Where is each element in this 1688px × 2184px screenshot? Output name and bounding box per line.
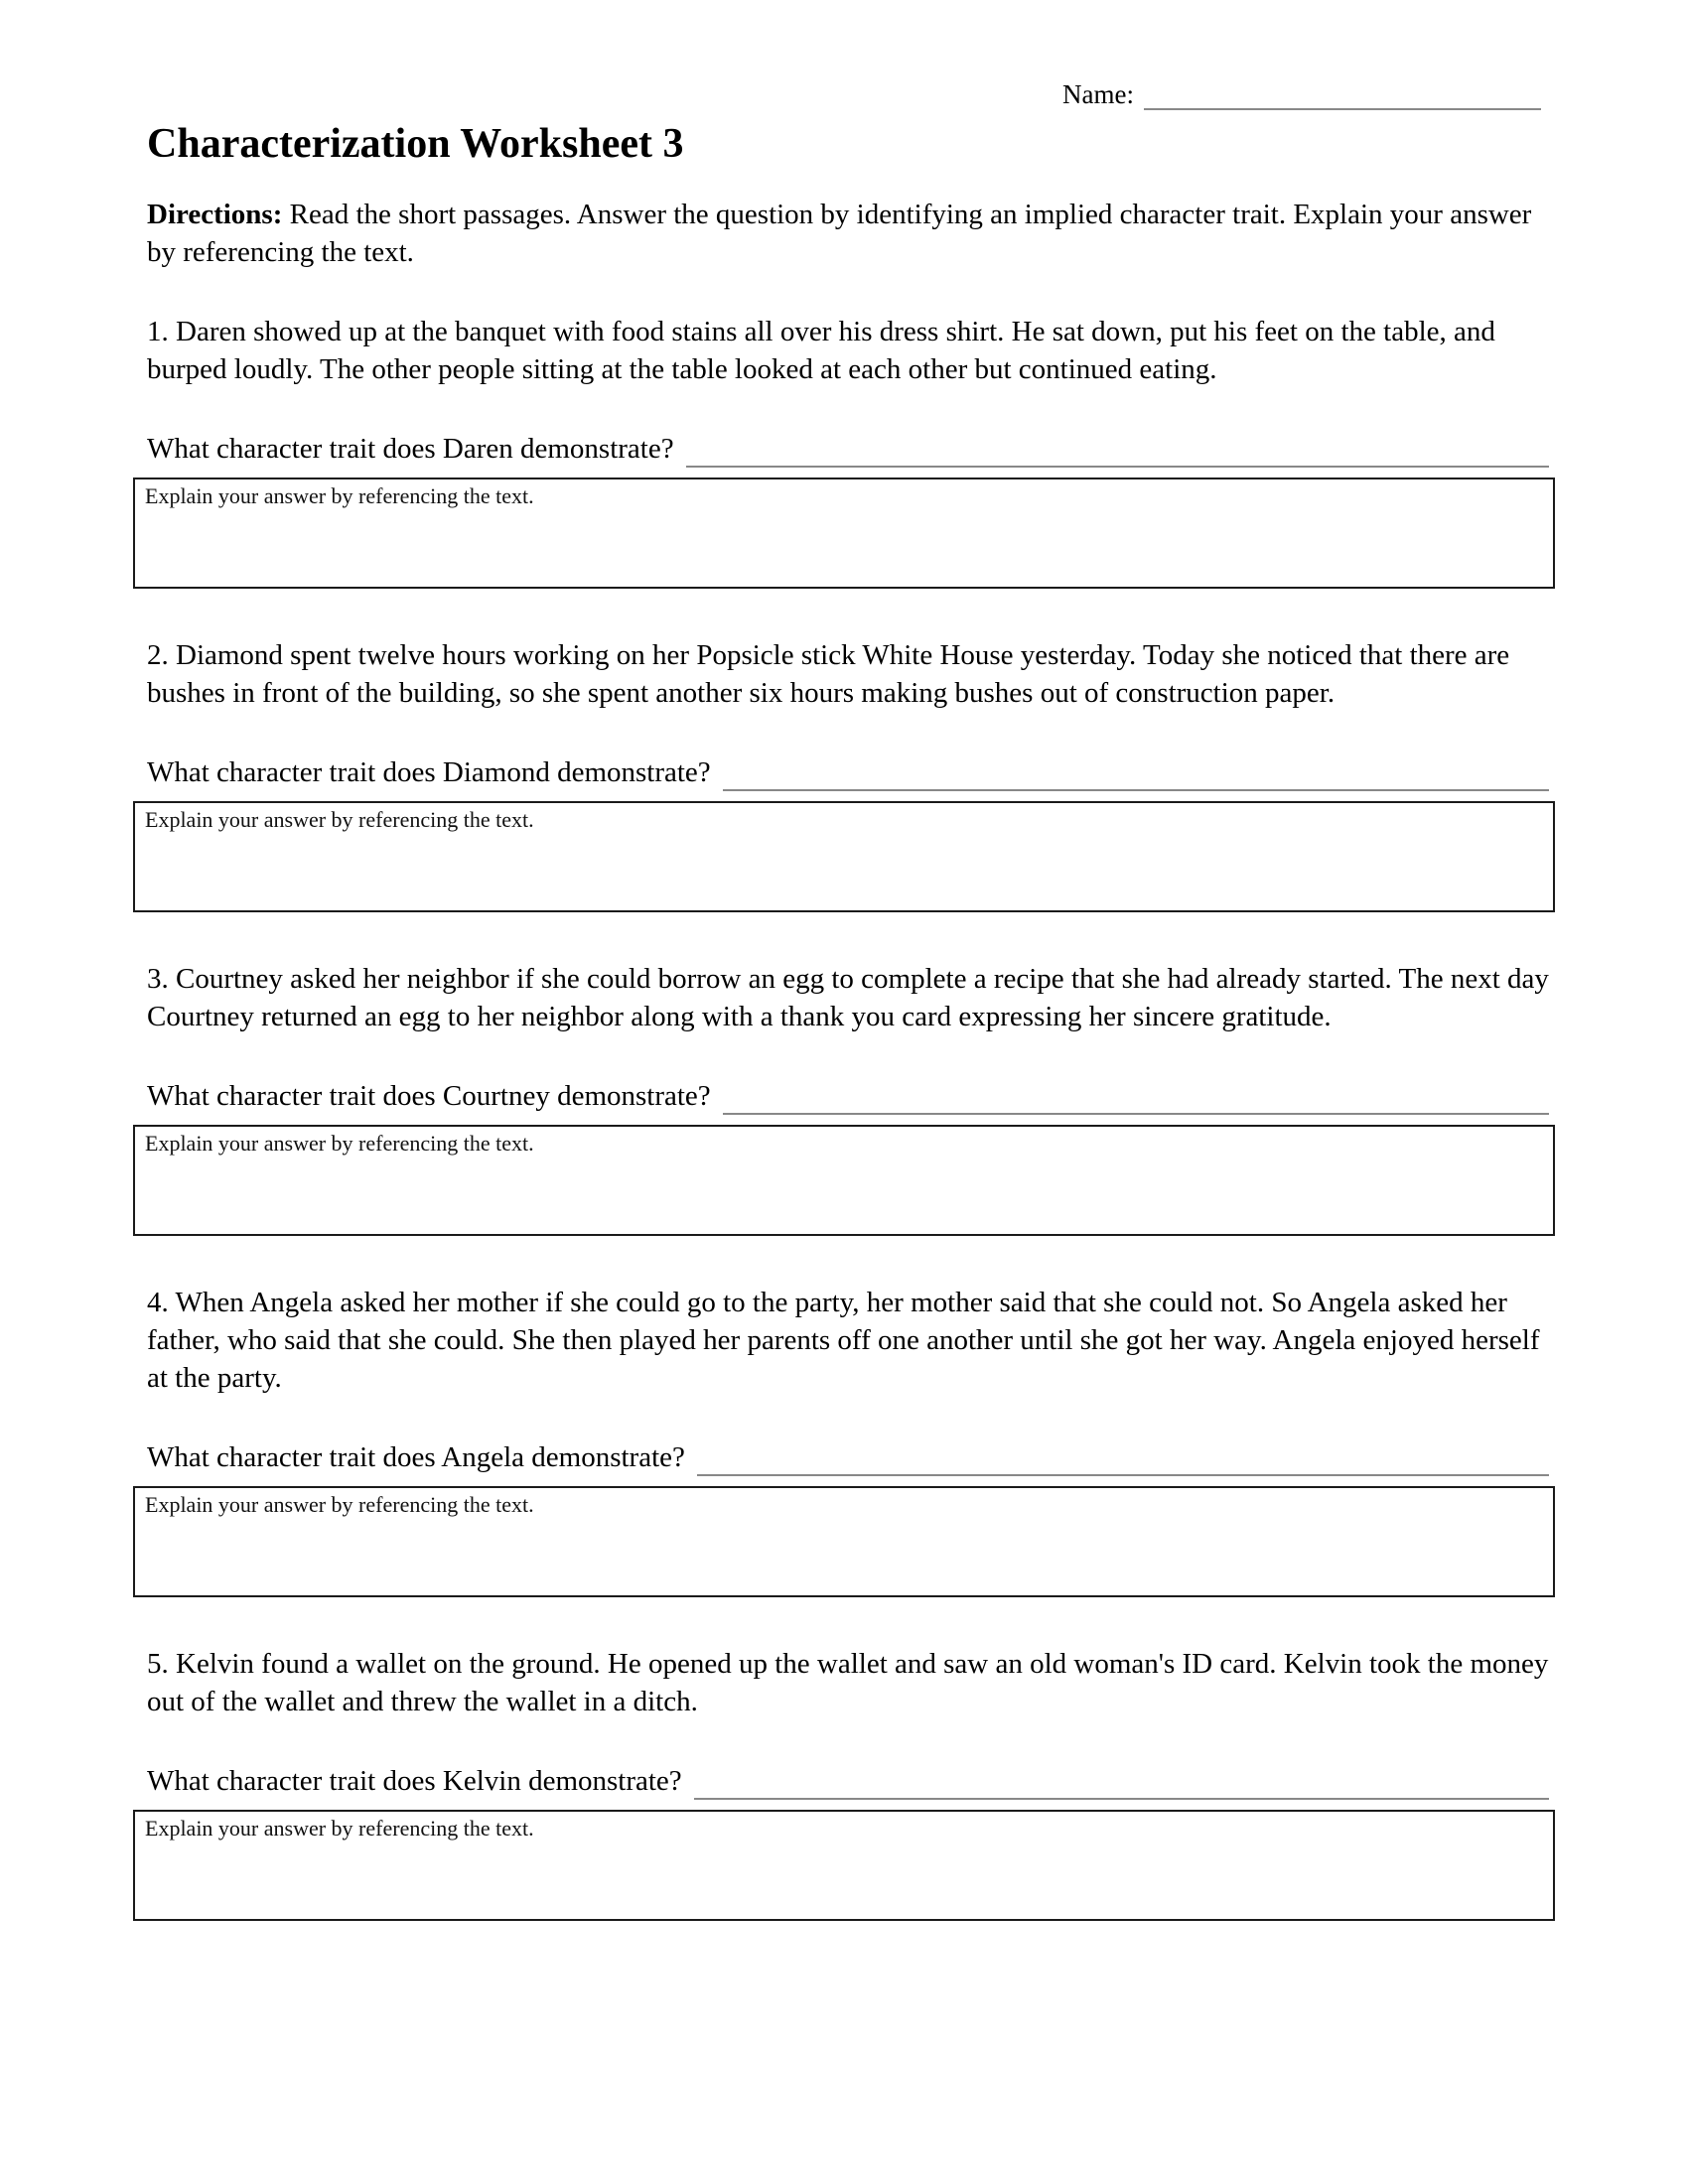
worksheet-section-5 bbox=[147, 1645, 1549, 1921]
directions-label: Directions: bbox=[147, 199, 283, 230]
answer-box[interactable] bbox=[133, 1125, 1555, 1236]
question-label: What character trait does Daren demonstrate? bbox=[147, 433, 674, 465]
question-row bbox=[147, 1077, 1549, 1115]
passage-text: 5. Kelvin found a wallet on the ground. He opened up the wallet and saw an old woman's ID card. Kelvin took the money out of the wallet and threw the wallet in a ditch. bbox=[147, 1648, 1549, 1717]
question-label: What character trait does Angela demonstrate? bbox=[147, 1441, 685, 1473]
name-blank bbox=[1144, 80, 1541, 110]
question-row bbox=[147, 753, 1549, 791]
answer-box[interactable] bbox=[133, 801, 1555, 912]
worksheet-section-4 bbox=[147, 1284, 1549, 1597]
passage-text: 2. Diamond spent twelve hours working on her Popsicle stick White House yesterday. Today she noticed that there are bushes in front of the building, so she spent another six hours making bushes out of construction paper. bbox=[147, 639, 1510, 709]
worksheet-section-1 bbox=[147, 313, 1549, 589]
worksheet-section-3 bbox=[147, 960, 1549, 1236]
question-blank bbox=[723, 759, 1549, 791]
answer-box-hint: Explain your answer by referencing the text. bbox=[145, 1816, 534, 1841]
directions bbox=[147, 196, 1549, 271]
question-label: What character trait does Kelvin demonstrate? bbox=[147, 1765, 682, 1797]
directions-text: Read the short passages. Answer the question by identifying an implied character trait. Explain your answer by referencing the text. bbox=[147, 199, 1532, 268]
answer-box[interactable] bbox=[133, 1810, 1555, 1921]
answer-box-hint: Explain your answer by referencing the text. bbox=[145, 1131, 534, 1156]
page-title: Characterization Worksheet 3 bbox=[147, 121, 684, 167]
question-label: What character trait does Courtney demonstrate? bbox=[147, 1080, 711, 1112]
question-row bbox=[147, 430, 1549, 468]
passage-text: 4. When Angela asked her mother if she could go to the party, her mother said that she could not. So Angela asked her father, who said that she could. She then played her parents off one another until she got her way. Angela enjoyed herself at the party. bbox=[147, 1287, 1540, 1394]
passage-text: 3. Courtney asked her neighbor if she could borrow an egg to complete a recipe that she had already started. The next day Courtney returned an egg to her neighbor along with a thank you card expressing her sincere gratitude. bbox=[147, 963, 1549, 1032]
answer-box[interactable] bbox=[133, 1486, 1555, 1597]
name-row bbox=[147, 79, 1549, 110]
question-blank bbox=[723, 1083, 1549, 1115]
question-blank bbox=[697, 1444, 1549, 1476]
question-label: What character trait does Diamond demonstrate? bbox=[147, 756, 711, 788]
name-label: Name: bbox=[1062, 79, 1134, 109]
answer-box-hint: Explain your answer by referencing the text. bbox=[145, 483, 534, 508]
answer-box-hint: Explain your answer by referencing the text. bbox=[145, 807, 534, 832]
answer-box-hint: Explain your answer by referencing the text. bbox=[145, 1492, 534, 1517]
question-blank bbox=[694, 1768, 1549, 1800]
passage-text: 1. Daren showed up at the banquet with food stains all over his dress shirt. He sat down, put his feet on the table, and burped loudly. The other people sitting at the table looked at each other but continued eating. bbox=[147, 316, 1495, 385]
worksheet-section-2 bbox=[147, 636, 1549, 912]
question-blank bbox=[686, 436, 1549, 468]
answer-box[interactable] bbox=[133, 478, 1555, 589]
question-row bbox=[147, 1762, 1549, 1800]
question-row bbox=[147, 1438, 1549, 1476]
